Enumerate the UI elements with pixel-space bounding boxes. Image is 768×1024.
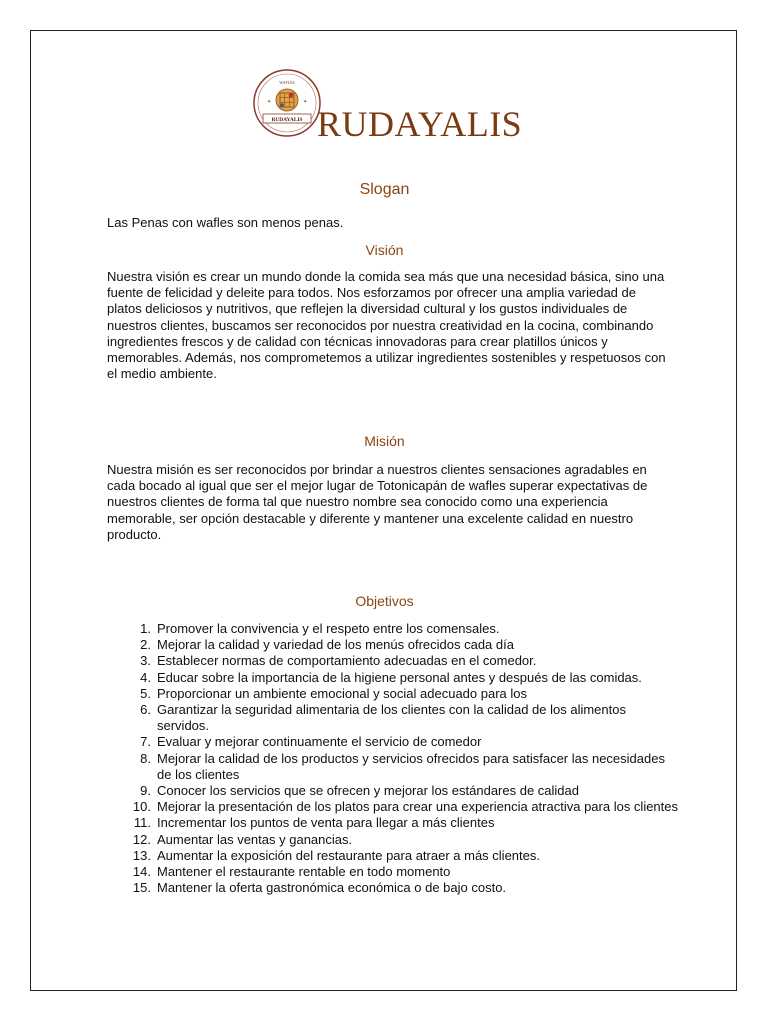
list-item-number: 13. [132, 847, 151, 863]
objetivos-heading: Objetivos [355, 593, 414, 609]
list-item-number: 9. [140, 783, 151, 799]
list-item [121, 815, 681, 831]
list-item [121, 751, 681, 783]
list-item [121, 799, 681, 815]
brand-name: RUDAYALIS [317, 104, 523, 144]
list-item-text: Mejorar la calidad de los productos y servicios ofrecidos para satisfacer las necesidades de los clientes [157, 750, 665, 782]
svg-text:WAFLES: WAFLES [279, 80, 295, 85]
list-item [121, 832, 681, 848]
list-item-text: Mejorar la calidad y variedad de los menús ofrecidos cada día [157, 637, 514, 653]
svg-text:✦: ✦ [267, 99, 272, 105]
list-item [121, 734, 681, 750]
list-item-number: 14. [132, 864, 151, 880]
vision-text: Nuestra visión es crear un mundo donde la comida sea más que una necesidad básica, sino una fuente de felicidad y deleite para todos. Nos esforzamos por ofrecer una amplia variedad de platos deliciosos y nutritivos, que reflejen la diversidad cultural y los gustos individuales de nuestros clientes, buscamos ser reconocidos por nuestra creatividad en la cocina, combinando ingredientes frescos y de calidad con técnicas innovadoras para crear platillos únicos y memorables. Además, nos comprometemos a utilizar ingredientes sostenibles y respetuosos con el medio ambiente. [107, 269, 666, 382]
list-item [121, 653, 681, 669]
mision-heading: Misión [364, 433, 405, 449]
slogan-text: Las Penas con wafles son menos penas. [107, 215, 344, 230]
svg-text:✦: ✦ [303, 99, 308, 105]
svg-text:RUDAYALIS: RUDAYALIS [271, 116, 303, 123]
list-item-number: 8. [140, 750, 151, 766]
list-item-number: 1. [140, 621, 151, 636]
list-item-text: Mejorar la presentación de los platos para crear una experiencia atractiva para los clientes [157, 799, 679, 815]
list-item-text: Incrementar los puntos de venta para llegar a más clientes [157, 815, 495, 831]
list-item-text: Garantizar la seguridad alimentaria de los clientes con la calidad de los alimentos servidos. [157, 702, 626, 734]
list-item-text: Educar sobre la importancia de la higiene personal antes y después de las comidas. [157, 669, 642, 685]
list-item-text: Mantener el restaurante rentable en todo momento [157, 864, 451, 880]
list-item-text: Mantener la oferta gastronómica económica o de bajo costo. [157, 880, 507, 896]
list-item [121, 670, 681, 686]
list-item-text: Proporcionar un ambiente emocional y social adecuado para los [157, 685, 527, 701]
slogan-heading: Slogan [359, 181, 410, 198]
list-item-number: 10. [132, 799, 151, 815]
list-item-text: Promover la convivencia y el respeto entre los comensales. [157, 621, 500, 636]
list-item [121, 686, 681, 702]
list-item-text: Evaluar y mejorar continuamente el servicio de comedor [157, 734, 482, 750]
document-page [30, 30, 737, 991]
list-item [121, 864, 681, 880]
list-item [121, 848, 681, 864]
list-item-number: 6. [140, 702, 151, 718]
list-item-number: 11. [133, 815, 151, 831]
list-item-number: 4. [140, 669, 151, 685]
list-item-text: Aumentar la exposición del restaurante para atraer a más clientes. [157, 847, 540, 863]
list-item-text: Aumentar las ventas y ganancias. [157, 831, 353, 847]
list-item [121, 783, 681, 799]
list-item-number: 15. [132, 880, 151, 896]
mision-text: Nuestra misión es ser reconocidos por brindar a nuestros clientes sensaciones agradables en cada bocado al igual que ser el mejor lugar de Totonicapán de wafles superar expectativas de nuestros clientes de forma tal que nuestro nombre sea conocido como una experiencia memorable, ser opción destacable y diferente y mantener una excelente calidad en nuestro producto. [107, 462, 648, 542]
waffle-logo-icon [251, 67, 323, 139]
list-item-number: 3. [140, 653, 151, 669]
list-item-number: 5. [140, 685, 151, 701]
list-item-number: 7. [140, 734, 151, 750]
list-item-number: 2. [140, 637, 151, 653]
objetivos-list [121, 621, 681, 896]
list-item-text: Conocer los servicios que se ofrecen y mejorar los estándares de calidad [157, 783, 579, 799]
list-item [121, 702, 681, 734]
list-item [121, 637, 681, 653]
list-item [121, 880, 681, 896]
list-item [121, 621, 681, 637]
list-item-number: 12. [132, 831, 151, 847]
brand-logo [251, 67, 323, 139]
vision-heading: Visión [365, 242, 404, 258]
list-item-text: Establecer normas de comportamiento adecuadas en el comedor. [157, 653, 537, 669]
